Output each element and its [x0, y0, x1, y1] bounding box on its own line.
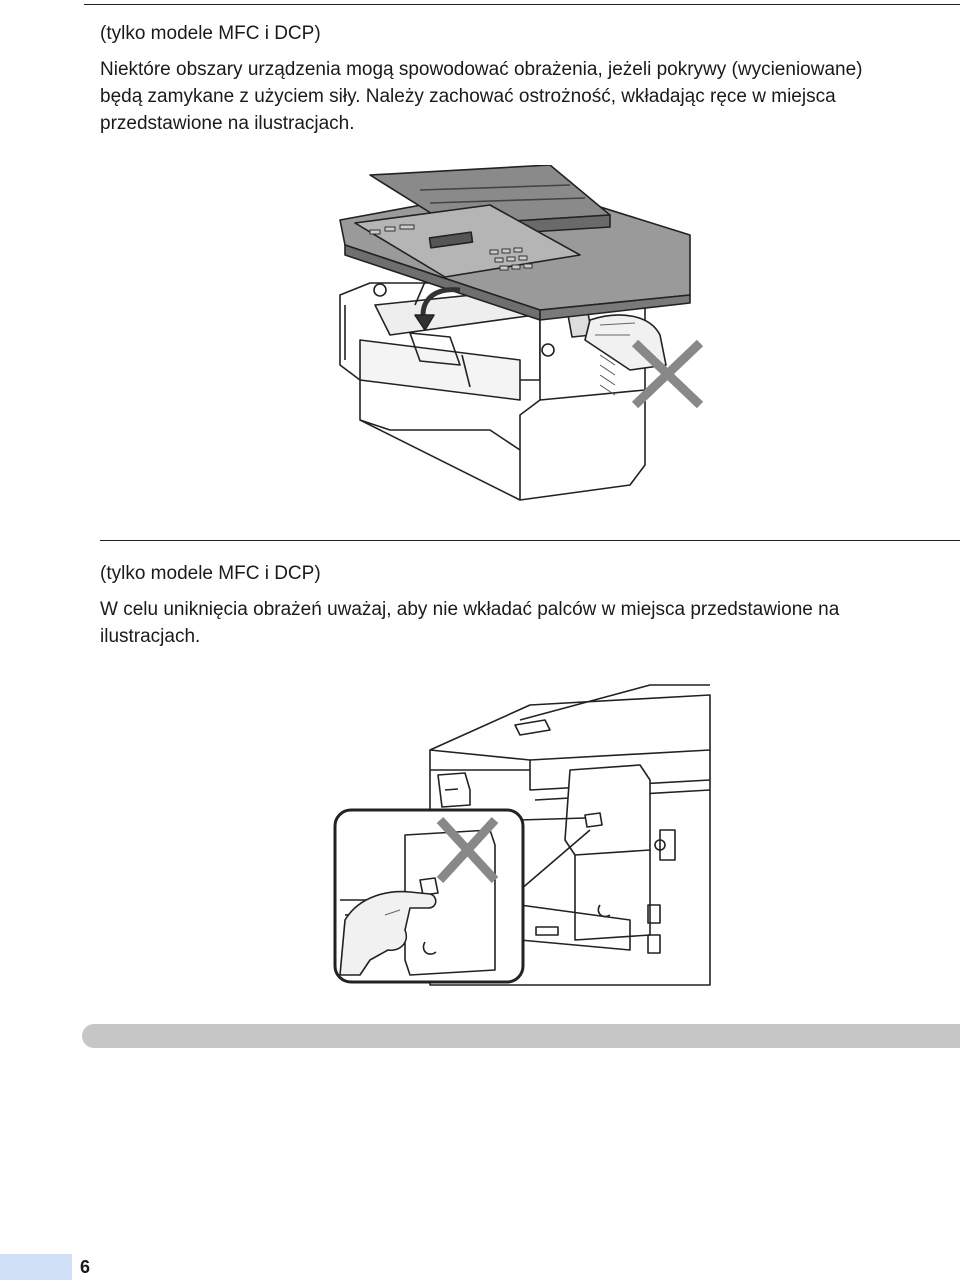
section-divider [100, 540, 960, 541]
page-number: 6 [80, 1257, 91, 1277]
printer-open-lid-illustration [330, 165, 720, 510]
section2-line2: ilustracjach. [100, 626, 201, 647]
top-rule [84, 4, 960, 5]
printer-rear-illustration [330, 680, 720, 990]
section1-line1: Niektóre obszary urządzenia mogą spowodować obrażenia, jeżeli pokrywy (wycieniowane) [100, 59, 863, 80]
section1-line2: będą zamykane z użyciem siły. Należy zachować ostrożność, wkładając ręce w miejsca [100, 86, 836, 107]
section1-subtitle: (tylko modele MFC i DCP) [100, 23, 321, 44]
section1-paragraph [100, 56, 940, 137]
section2-paragraph [100, 596, 940, 650]
section2-subtitle: (tylko modele MFC i DCP) [100, 563, 321, 584]
section2-line1: W celu uniknięcia obrażeń uważaj, aby nie wkładać palców w miejsca przedstawione na [100, 599, 840, 620]
section1-line3: przedstawione na ilustracjach. [100, 113, 355, 134]
footer-bar [82, 1024, 960, 1048]
page-tab [0, 1254, 72, 1280]
